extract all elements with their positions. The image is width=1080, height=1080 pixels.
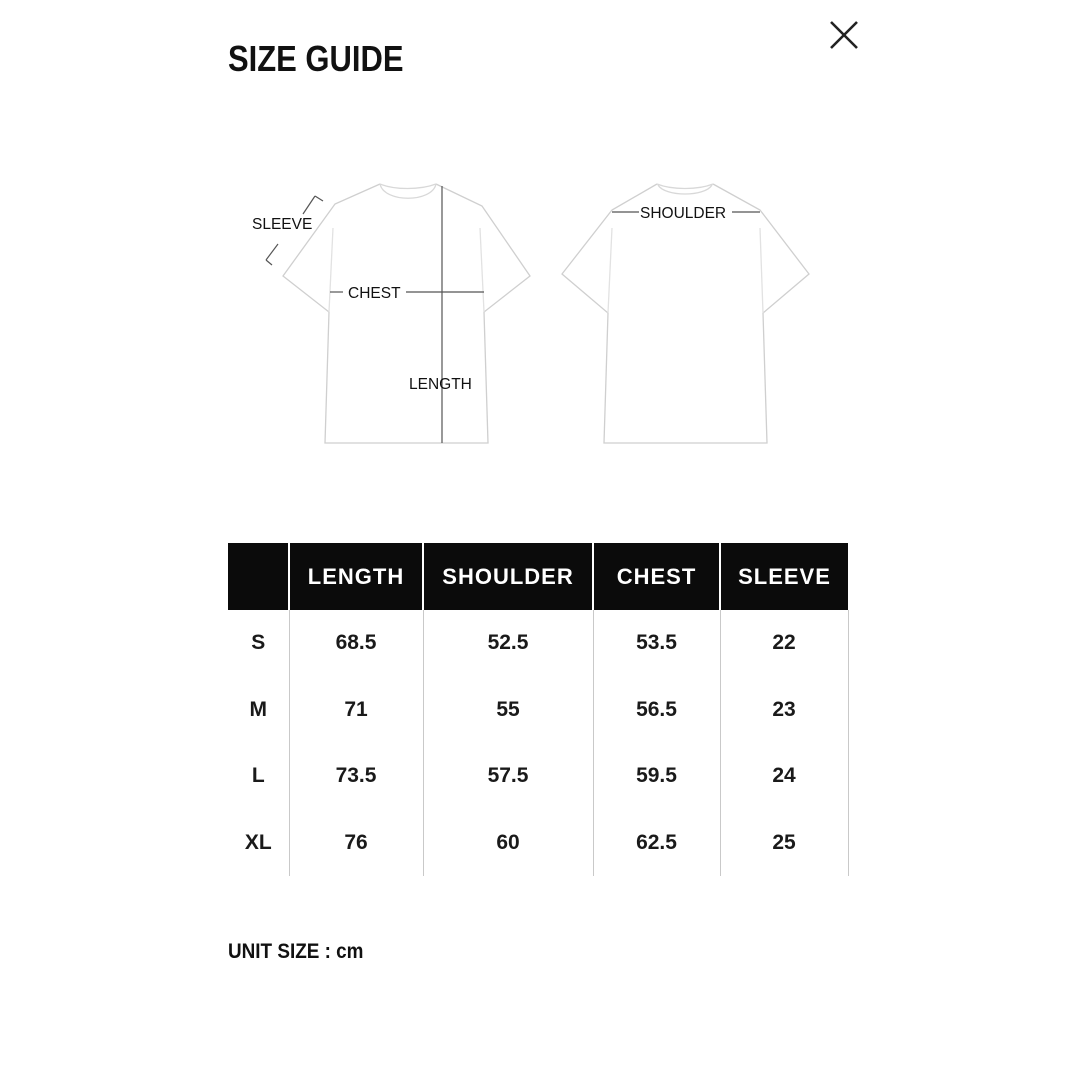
header-size: [228, 543, 289, 610]
shoulder-cell: 57.5: [423, 743, 593, 810]
measurement-diagram: [0, 0, 1080, 500]
length-label: LENGTH: [409, 376, 472, 393]
page-title: SIZE GUIDE: [228, 38, 404, 79]
chest-cell: 59.5: [593, 743, 720, 810]
sleeve-cell: 24: [720, 743, 848, 810]
shoulder-label: SHOULDER: [640, 205, 727, 222]
sleeve-tick-top: [315, 196, 323, 201]
length-cell: 73.5: [289, 743, 423, 810]
chest-cell: 62.5: [593, 810, 720, 877]
size-cell: M: [249, 697, 267, 721]
header-sleeve: SLEEVE: [720, 543, 848, 610]
table-row: [228, 677, 848, 744]
sleeve-measure-line-top: [303, 196, 315, 214]
header-length: LENGTH: [289, 543, 423, 610]
sleeve-cell: 23: [720, 677, 848, 744]
shoulder-cell: 60: [423, 810, 593, 877]
sleeve-label: SLEEVE: [252, 216, 313, 233]
header-chest: CHEST: [593, 543, 720, 610]
header-shoulder: SHOULDER: [423, 543, 593, 610]
table-row: [228, 610, 848, 677]
chest-label: CHEST: [348, 285, 401, 302]
length-cell: 76: [289, 810, 423, 877]
table-row: [228, 743, 848, 810]
unit-note: UNIT SIZE : cm: [228, 940, 364, 963]
size-cell: S: [251, 631, 266, 655]
sleeve-cell: 25: [720, 810, 848, 877]
sleeve-measure-line-bottom: [266, 244, 278, 260]
back-tshirt-outline: [562, 184, 809, 443]
length-cell: 68.5: [289, 610, 423, 677]
shoulder-cell: 55: [423, 677, 593, 744]
front-tshirt-outline: [283, 184, 530, 443]
size-table: [228, 543, 849, 876]
sleeve-cell: 22: [720, 610, 848, 677]
size-cell: XL: [244, 830, 272, 854]
chest-cell: 56.5: [593, 677, 720, 744]
length-cell: 71: [289, 677, 423, 744]
size-cell: L: [251, 764, 265, 788]
sleeve-tick-bottom: [266, 260, 272, 265]
table-row: [228, 810, 848, 877]
table-header-row: [228, 543, 848, 610]
chest-cell: 53.5: [593, 610, 720, 677]
shoulder-cell: 52.5: [423, 610, 593, 677]
